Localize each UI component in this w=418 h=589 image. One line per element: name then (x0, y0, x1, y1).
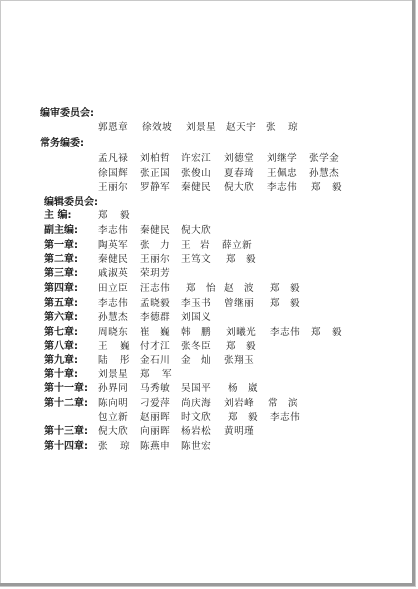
editor-name: 毅 (290, 298, 301, 309)
chapter-label: 主 编: (44, 210, 72, 221)
editor-name: 赵 (224, 283, 235, 294)
editor-name: 李玉书 (181, 298, 212, 309)
standing-editor: 秦健民 (181, 182, 212, 193)
editor-name: 杨 (228, 383, 239, 394)
editor-name: 王笃文 (181, 254, 212, 265)
chapter-label: 第四章: (44, 283, 78, 294)
standing-editor: 张俊山 (181, 168, 212, 179)
editor-name: 薛立新 (222, 240, 253, 251)
editor-name: 金 (181, 355, 192, 366)
standing-editor: 郑 (311, 182, 322, 193)
editor-name: 琼 (120, 441, 131, 452)
editor-name: 刘岩峰 (224, 398, 255, 409)
chapter-label: 第五章: (44, 298, 78, 309)
editor-name: 陶英军 (98, 240, 129, 251)
editor-name: 田立臣 (98, 283, 129, 294)
editor-name: 汪志伟 (140, 283, 171, 294)
editor-name: 张 (98, 441, 109, 452)
editor-name: 郑 (270, 298, 281, 309)
standing-editor: 李志伟 (267, 182, 298, 193)
editor-name: 赵丽晖 (140, 412, 171, 423)
editor-name: 力 (160, 240, 171, 251)
editor-name: 付才江 (140, 341, 171, 352)
standing-editor: 倪大欣 (224, 182, 255, 193)
review-member: 郭恩章 (98, 122, 129, 133)
editor-name: 倪大欣 (98, 426, 129, 437)
chapter-label: 第十三章: (44, 426, 88, 437)
editor-name: 毅 (120, 210, 131, 221)
editor-name: 刁爱萍 (140, 398, 171, 409)
editor-name: 金石川 (140, 355, 171, 366)
editor-name: 巍 (160, 327, 171, 338)
editor-name: 向丽晖 (140, 426, 171, 437)
editor-name: 崔 (140, 327, 151, 338)
editorial-committee-heading: 编辑委员会: (44, 197, 98, 208)
editor-name: 李德群 (140, 312, 171, 323)
standing-editor: 孟凡禄 (98, 153, 129, 164)
editor-name: 尚庆海 (181, 398, 212, 409)
editor-name: 郑 (186, 283, 197, 294)
editor-name: 彤 (120, 355, 131, 366)
review-member: 徐效坡 (142, 122, 173, 133)
editor-name: 李志伟 (98, 298, 129, 309)
editor-name: 刘景星 (98, 369, 129, 380)
editor-name: 王丽尔 (140, 254, 171, 265)
standing-editor: 王丽尔 (98, 182, 129, 193)
editor-name: 秦健民 (140, 225, 171, 236)
chapter-label: 第一章: (44, 240, 78, 251)
editor-name: 郑 (226, 341, 237, 352)
editor-name: 军 (162, 369, 173, 380)
editor-name: 灿 (201, 355, 212, 366)
editor-name: 周晓东 (98, 327, 129, 338)
review-member: 琼 (288, 122, 299, 133)
standing-editor: 罗静军 (140, 182, 171, 193)
editor-name: 孟晓毅 (140, 298, 171, 309)
editor-name: 秦健民 (98, 254, 129, 265)
editor-name: 吴国平 (181, 383, 212, 394)
editor-name: 滨 (288, 398, 299, 409)
review-member: 张 (266, 122, 277, 133)
editor-name: 马秀敏 (140, 383, 171, 394)
editor-name: 岩 (200, 240, 211, 251)
editor-name: 张冬臣 (181, 341, 212, 352)
chapter-label: 第三章: (44, 268, 78, 279)
editor-name: 陈向明 (98, 398, 129, 409)
editor-name: 孙界同 (98, 383, 129, 394)
standing-editor: 毅 (332, 182, 343, 193)
editor-name: 张 (140, 240, 151, 251)
editor-name: 郑 (311, 327, 322, 338)
review-member: 赵天宇 (226, 122, 257, 133)
editor-name: 波 (244, 283, 255, 294)
review-committee-heading: 编审委员会: (40, 108, 94, 119)
editor-name: 郑 (226, 254, 237, 265)
editor-name: 毅 (246, 341, 257, 352)
editor-name: 曾继丽 (224, 298, 255, 309)
editor-name: 郑 (270, 283, 281, 294)
editor-name: 怡 (206, 283, 217, 294)
editor-name: 陆 (98, 355, 109, 366)
chapter-label: 第六章: (44, 312, 78, 323)
standing-editor: 孙慧杰 (309, 168, 340, 179)
editor-name: 毅 (332, 327, 343, 338)
editor-name: 王 (98, 341, 109, 352)
editor-name: 刘国义 (181, 312, 212, 323)
editor-name: 刘曦光 (226, 327, 257, 338)
standing-editor: 刘柏哲 (140, 153, 171, 164)
standing-editor: 刘德堂 (224, 153, 255, 164)
editor-name: 毅 (248, 412, 259, 423)
editor-name: 崴 (248, 383, 259, 394)
chapter-label: 第十四章: (44, 441, 88, 452)
standing-editor: 徐国辉 (98, 168, 129, 179)
editor-name: 郑 (98, 210, 109, 221)
editor-name: 张翔玉 (224, 355, 255, 366)
editor-name: 倪大欣 (181, 225, 212, 236)
chapter-label: 第十二章: (44, 398, 88, 409)
editor-name: 黄明瑾 (224, 426, 255, 437)
standing-editor: 许宏江 (181, 153, 212, 164)
standing-editors-heading: 常务编委: (40, 138, 84, 149)
editor-name: 时文欣 (181, 412, 212, 423)
chapter-label: 第八章: (44, 341, 78, 352)
editor-name: 陈燕申 (140, 441, 171, 452)
editor-name: 杨岩松 (181, 426, 212, 437)
editor-name: 包立新 (98, 412, 129, 423)
editor-name: 巍 (120, 341, 131, 352)
editor-name: 毅 (246, 254, 257, 265)
editor-name: 李志伟 (270, 327, 301, 338)
editor-name: 王 (181, 240, 192, 251)
editor-name: 鹏 (201, 327, 212, 338)
editor-name: 戚淑英 (98, 268, 129, 279)
editor-name: 李志伟 (98, 225, 129, 236)
editor-name: 韩 (181, 327, 192, 338)
chapter-label: 第九章: (44, 355, 78, 366)
editor-name: 郑 (140, 369, 151, 380)
editor-name: 毅 (290, 283, 301, 294)
standing-editor: 王佩忠 (267, 168, 298, 179)
standing-editor: 张学金 (309, 153, 340, 164)
chapter-label: 副主编: (44, 225, 78, 236)
editor-name: 荣玥芳 (140, 268, 171, 279)
chapter-label: 第二章: (44, 254, 78, 265)
editor-name: 常 (268, 398, 279, 409)
editor-name: 李志伟 (270, 412, 301, 423)
standing-editor: 刘继学 (267, 153, 298, 164)
review-member: 刘景星 (186, 122, 217, 133)
standing-editor: 夏春琦 (224, 168, 255, 179)
editor-name: 郑 (228, 412, 239, 423)
chapter-label: 第十章: (44, 369, 78, 380)
editor-name: 孙慧杰 (98, 312, 129, 323)
chapter-label: 第七章: (44, 327, 78, 338)
chapter-label: 第十一章: (44, 383, 88, 394)
standing-editor: 张正国 (140, 168, 171, 179)
editor-name: 陈世宏 (181, 441, 212, 452)
